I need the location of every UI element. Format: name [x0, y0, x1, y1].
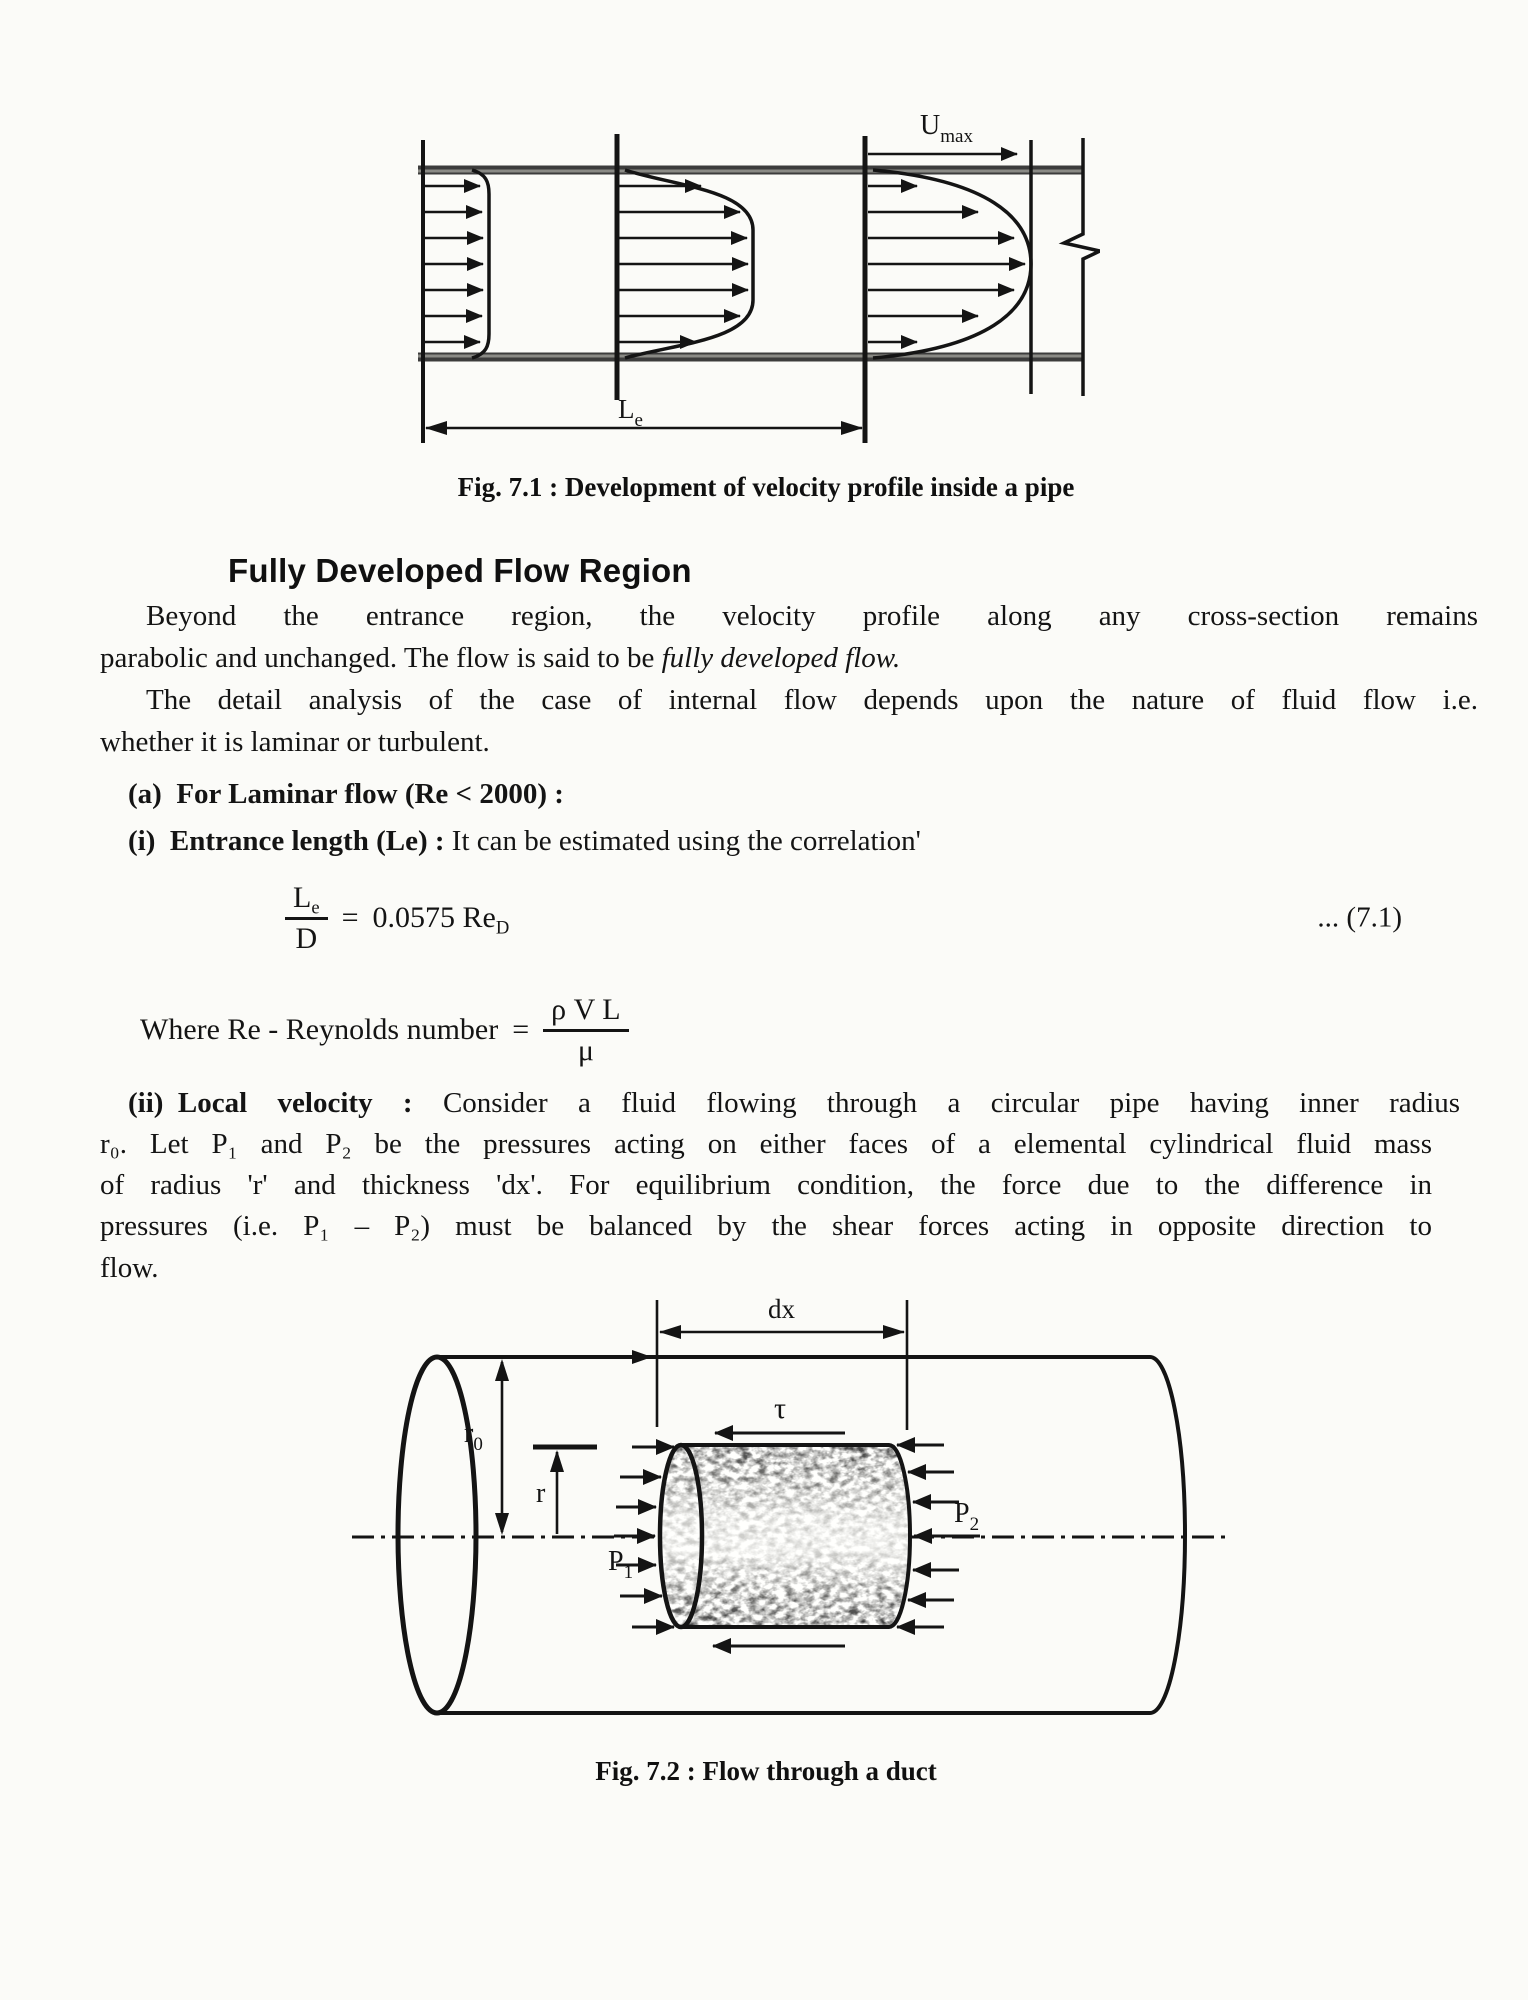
flow-direction-arrowhead: [632, 1350, 652, 1364]
paragraph-line: of radius 'r' and thickness 'dx'. For equilibrium condition, the force due to the difference in: [100, 1169, 1432, 1201]
fraction-reynolds: $\frac{\text{ρ V L}}{\mu}$: [543, 994, 628, 1066]
le-dimension: [425, 394, 863, 435]
paragraph-line: r₀. Let P₁ and P₂ be the pressures acting on either faces of a elemental cylindrical fluid mass: [100, 1128, 1432, 1160]
italic-term: fully developed flow.: [661, 642, 901, 674]
le-label: $L_e$: [618, 394, 643, 431]
r0-dimension: [495, 1359, 509, 1535]
figure-1-caption: Fig. 7.1 : Development of velocity profile inside a pipe: [457, 472, 1075, 502]
p2-label: $P_2$: [954, 1498, 980, 1535]
umax-label: $U_{max}$: [920, 110, 973, 147]
r-label: r: [536, 1478, 546, 1509]
velocity-profile-parabolic: [868, 170, 1031, 358]
list-item-i: (i) Entrance length (Le) : It can be estimated using the correlation': [128, 825, 921, 857]
section-heading: Fully Developed Flow Region: [228, 552, 692, 589]
figure-2-caption: Fig. 7.2 : Flow through a duct: [595, 1756, 937, 1786]
paragraph-line: Beyond the entrance region, the velocity profile along any cross-section remains: [146, 600, 1478, 632]
paragraph-line: pressures (i.e. P₁ – P₂) must be balanced by the shear forces acting in opposite direction to: [100, 1210, 1432, 1242]
figure-velocity-profile-pipe: [320, 78, 1100, 468]
velocity-profile-developing: [619, 170, 753, 358]
list-item-a: (a) For Laminar flow (Re < 2000) :: [128, 778, 564, 810]
paragraph-line: whether it is laminar or turbulent.: [100, 726, 490, 758]
tau-label: τ: [774, 1392, 787, 1425]
velocity-profile-uniform: [424, 170, 489, 358]
fraction-le-d: $\frac{L_e}{D}$: [285, 882, 328, 954]
r0-label: $r_0$: [464, 1418, 483, 1455]
dx-label: dx: [768, 1294, 795, 1324]
reynolds-definition: Where Re - Reynolds number = $\frac{\text{ρ V L}}{\mu}$: [100, 982, 1432, 1078]
paragraph-line: parabolic and unchanged. The flow is said to be fully developed flow.: [100, 642, 901, 674]
umax-dimension: [868, 110, 1017, 154]
equation-7-1: $\frac{L_e}{D}$ = 0.0575 $Re_D$ ... (7.1): [100, 872, 1432, 964]
figure-flow-through-duct: [340, 1290, 1240, 1750]
paragraph-line: (ii) Local velocity : Consider a fluid flowing through a circular pipe having inner radius: [128, 1087, 1460, 1119]
fluid-element: [658, 1443, 913, 1629]
paragraph-line: flow.: [100, 1252, 159, 1284]
p1-label: $P_1$: [608, 1546, 634, 1583]
equation-number: ... (7.1): [1317, 901, 1402, 934]
paragraph-line: The detail analysis of the case of internal flow depends upon the nature of fluid flow i.e.: [146, 684, 1478, 716]
